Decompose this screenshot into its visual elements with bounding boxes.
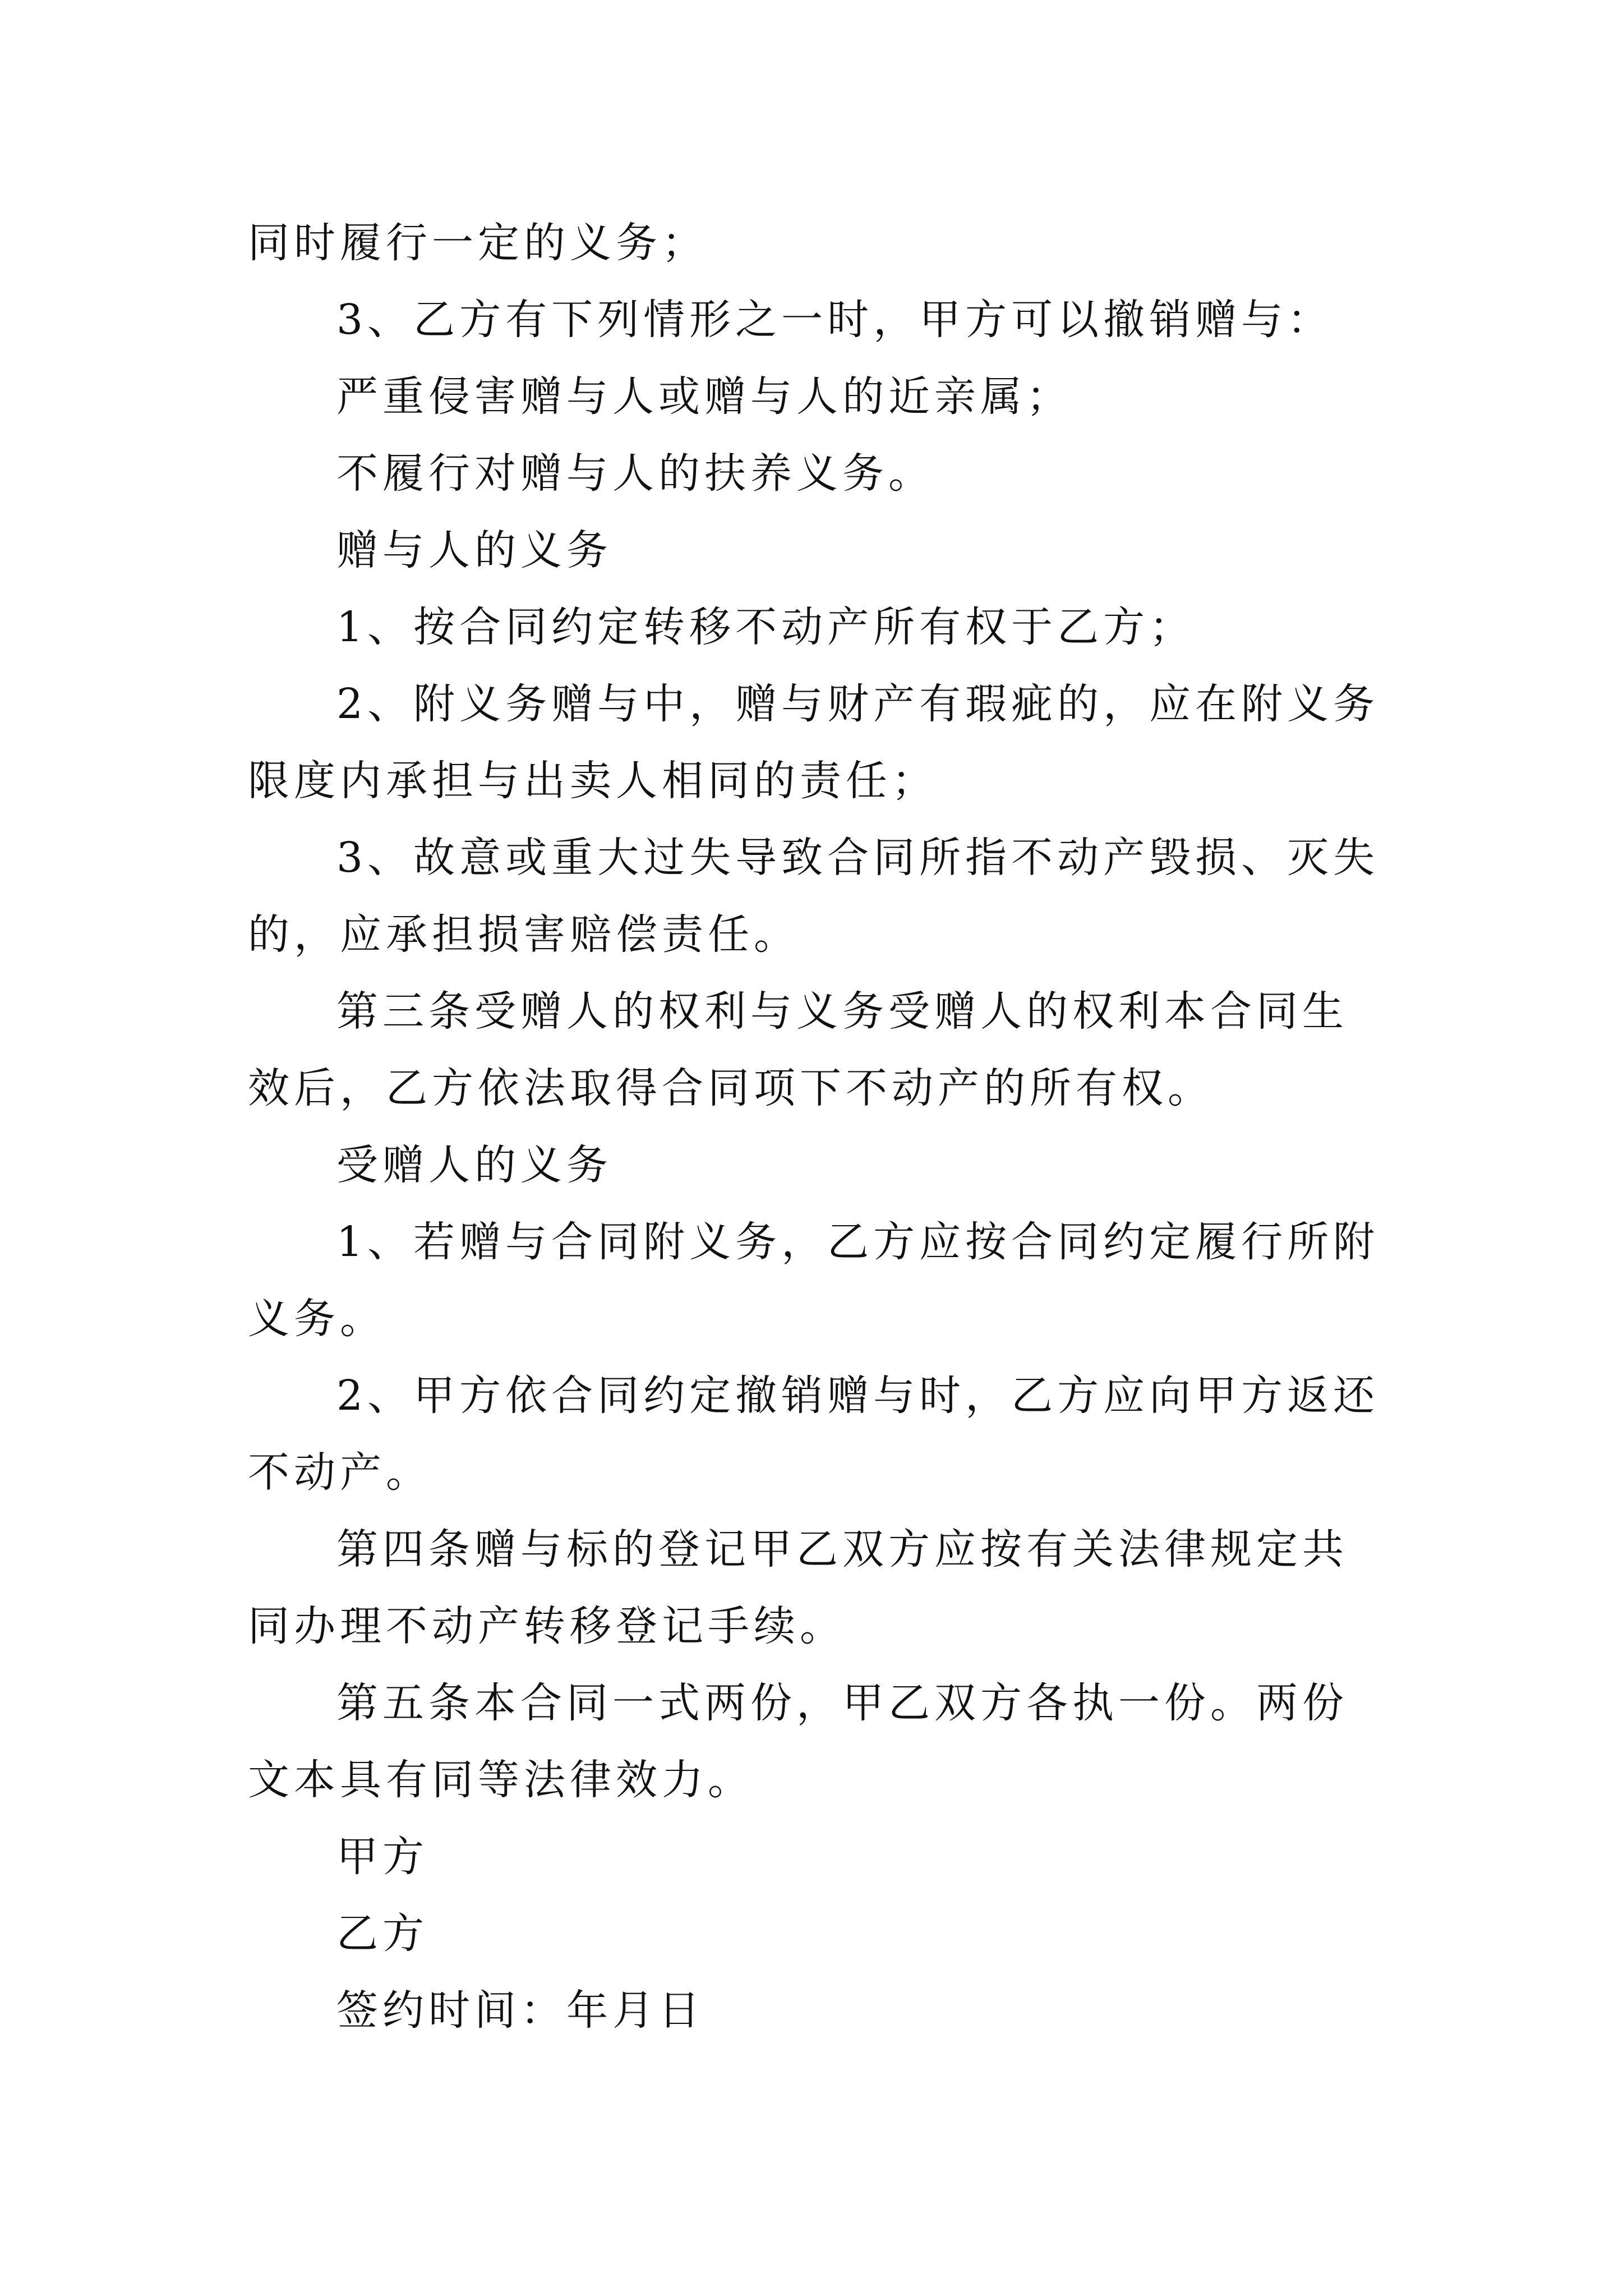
party-a-label: 甲方 — [336, 1833, 428, 1881]
donee-obligation-1: 1、若赠与合同附义务，乙方应按合同约定履行所附义务。 — [248, 1218, 1380, 1343]
donor-obligation-1: 1、按合同约定转移不动产所有权于乙方； — [336, 603, 1196, 651]
donor-obligation-2: 2、附义务赠与中，赠与财产有瑕疵的，应在附义务限度内承担与出卖人相同的责任； — [248, 680, 1380, 805]
clause-3-revocation: 3、乙方有下列情形之一时，甲方可以撤销赠与： — [336, 296, 1334, 344]
paragraph-continuation: 同时履行一定的义务； — [248, 219, 708, 267]
article-4: 第四条赠与标的登记甲乙双方应按有关法律规定共同办理不动产转移登记手续。 — [248, 1525, 1348, 1650]
revocation-case-1: 严重侵害赠与人或赠与人的近亲属； — [336, 372, 1072, 421]
donee-obligation-2: 2、甲方依合同约定撤销赠与时，乙方应向甲方返还不动产。 — [248, 1372, 1380, 1497]
revocation-case-2: 不履行对赠与人的扶养义务。 — [336, 449, 934, 498]
donor-obligation-3: 3、故意或重大过失导致合同所指不动产毁损、灭失的，应承担损害赔偿责任。 — [248, 834, 1380, 959]
signing-date-label: 签约时间：年月日 — [336, 1986, 704, 2035]
document-body — [248, 205, 1386, 2049]
article-5: 第五条本合同一式两份，甲乙双方各执一份。两份文本具有同等法律效力。 — [248, 1679, 1348, 1804]
donee-obligations-heading: 受赠人的义务 — [336, 1141, 612, 1189]
article-3: 第三条受赠人的权利与义务受赠人的权利本合同生效后，乙方依法取得合同项下不动产的所有权。 — [248, 987, 1348, 1112]
donor-obligations-heading: 赠与人的义务 — [336, 526, 612, 574]
party-b-label: 乙方 — [336, 1910, 428, 1958]
